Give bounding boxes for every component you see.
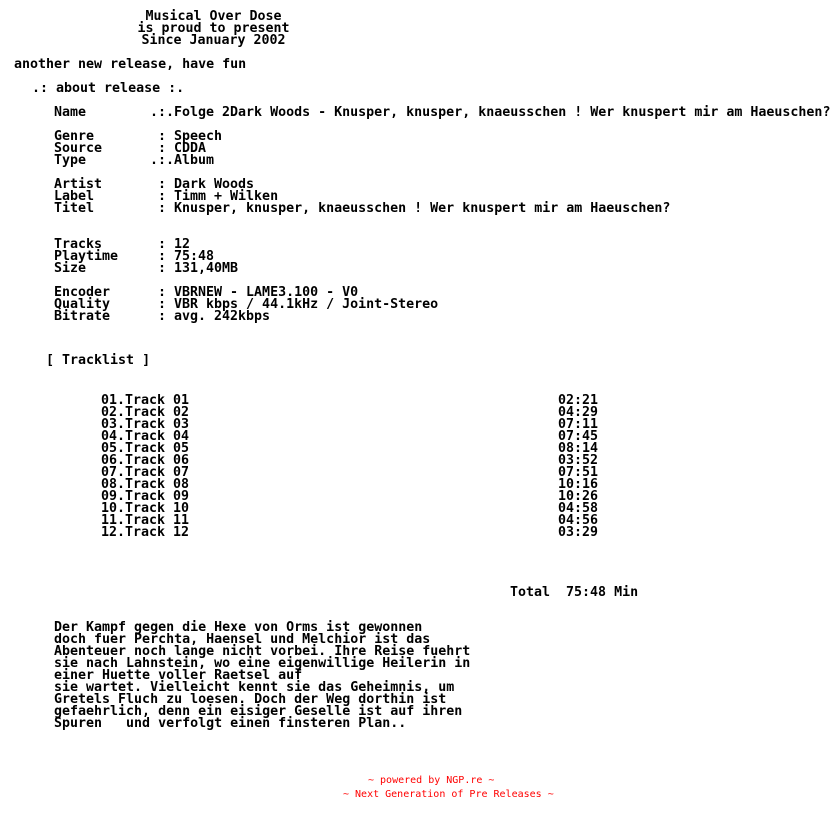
info-label: Genre [54, 129, 95, 144]
info-separator: : [150, 141, 175, 156]
info-row [54, 203, 670, 215]
info-value: 75:48 [174, 249, 215, 264]
tracklist-section-title: [ Tracklist ] [46, 353, 151, 368]
description-line: einer Huette voller Raetsel auf [54, 668, 303, 683]
description-line: doch fuer Perchta, Haensel und Melchior ist das [54, 632, 431, 647]
track-duration: 07:45 [558, 429, 599, 444]
info-separator: .:. [150, 105, 175, 120]
info-label: Encoder [54, 285, 111, 300]
info-value: Knusper, knusper, knaeusschen ! Wer knuspert mir am Haeuschen? [174, 201, 671, 216]
track-duration: 07:11 [558, 417, 599, 432]
info-value: Timm + Wilken [174, 189, 279, 204]
info-separator: : [150, 201, 175, 216]
info-label: Size [54, 261, 87, 276]
info-value: avg. 242kbps [174, 309, 271, 324]
release-group-header [0, 11, 427, 47]
info-value: Speech [174, 129, 223, 144]
track-name: 01.Track 01 [101, 393, 190, 408]
description-line: sie nach Lahnstein, wo eine eigenwillige Heilerin in [54, 656, 471, 671]
footer-powered-by: ~ powered by NGP.re ~ [368, 775, 495, 786]
track-name: 04.Track 04 [101, 429, 190, 444]
info-value: Dark Woods [174, 177, 255, 192]
info-separator: : [150, 309, 175, 324]
track-name: 07.Track 07 [101, 465, 190, 480]
info-label: Quality [54, 297, 111, 312]
track-row [0, 527, 840, 539]
info-separator: .:. [150, 153, 175, 168]
header-since: Since January 2002 [141, 33, 286, 48]
info-separator: : [150, 189, 175, 204]
track-duration: 10:26 [558, 489, 599, 504]
intro-text: another new release, have fun [14, 57, 247, 72]
description-line: Spuren und verfolgt einen finsteren Plan.. [54, 716, 407, 731]
info-value: 12 [174, 237, 191, 252]
description-line: gefaehrlich, denn ein eisiger Geselle ist auf ihren [54, 704, 463, 719]
info-row [54, 107, 830, 119]
track-name: 03.Track 03 [101, 417, 190, 432]
track-name: 05.Track 05 [101, 441, 190, 456]
description-line: Gretels Fluch zu loesen. Doch der Weg dorthin ist [54, 692, 447, 707]
track-name: 06.Track 06 [101, 453, 190, 468]
info-label: Tracks [54, 237, 103, 252]
info-separator: : [150, 249, 175, 264]
info-label: Label [54, 189, 95, 204]
info-separator: : [150, 261, 175, 276]
info-row [54, 263, 238, 275]
info-separator: : [150, 297, 175, 312]
info-row [54, 155, 214, 167]
track-duration: 04:29 [558, 405, 599, 420]
description-line: Abenteuer noch lange nicht vorbei. Ihre Reise fuehrt [54, 644, 471, 659]
footer-tagline: ~ Next Generation of Pre Releases ~ [343, 789, 554, 800]
track-name: 09.Track 09 [101, 489, 190, 504]
track-duration: 08:14 [558, 441, 599, 456]
info-value: 131,40MB [174, 261, 239, 276]
info-label: Source [54, 141, 103, 156]
track-duration: 07:51 [558, 465, 599, 480]
info-label: Type [54, 153, 87, 168]
total-playtime: Total 75:48 Min [510, 585, 639, 600]
description-line: sie wartet. Vielleicht kennt sie das Geheimnis, um [54, 680, 455, 695]
info-value: VBR kbps / 44.1kHz / Joint-Stereo [174, 297, 439, 312]
info-separator: : [150, 129, 175, 144]
description-line: Der Kampf gegen die Hexe von Orms ist gewonnen [54, 620, 423, 635]
info-label: Titel [54, 201, 95, 216]
track-duration: 02:21 [558, 393, 599, 408]
info-value: Album [174, 153, 215, 168]
info-row [54, 311, 270, 323]
info-label: Playtime [54, 249, 119, 264]
track-name: 08.Track 08 [101, 477, 190, 492]
group-name: Musical Over Dose [145, 9, 282, 24]
info-label: Bitrate [54, 309, 111, 324]
info-value: Folge 2Dark Woods - Knusper, knusper, knaeusschen ! Wer knuspert mir am Haeuschen? [174, 105, 831, 120]
track-duration: 10:16 [558, 477, 599, 492]
section-title-about-release: .: about release :. [32, 81, 185, 96]
track-duration: 04:58 [558, 501, 599, 516]
info-label: Name [54, 105, 87, 120]
info-separator: : [150, 237, 175, 252]
info-label: Artist [54, 177, 103, 192]
info-value: VBRNEW - LAME3.100 - V0 [174, 285, 359, 300]
info-separator: : [150, 285, 175, 300]
info-separator: : [150, 177, 175, 192]
track-duration: 03:29 [558, 525, 599, 540]
header-tagline: is proud to present [137, 21, 290, 36]
info-value: CDDA [174, 141, 207, 156]
track-name: 10.Track 10 [101, 501, 190, 516]
track-duration: 03:52 [558, 453, 599, 468]
track-name: 12.Track 12 [101, 525, 190, 540]
track-duration: 04:56 [558, 513, 599, 528]
track-name: 02.Track 02 [101, 405, 190, 420]
track-name: 11.Track 11 [101, 513, 190, 528]
